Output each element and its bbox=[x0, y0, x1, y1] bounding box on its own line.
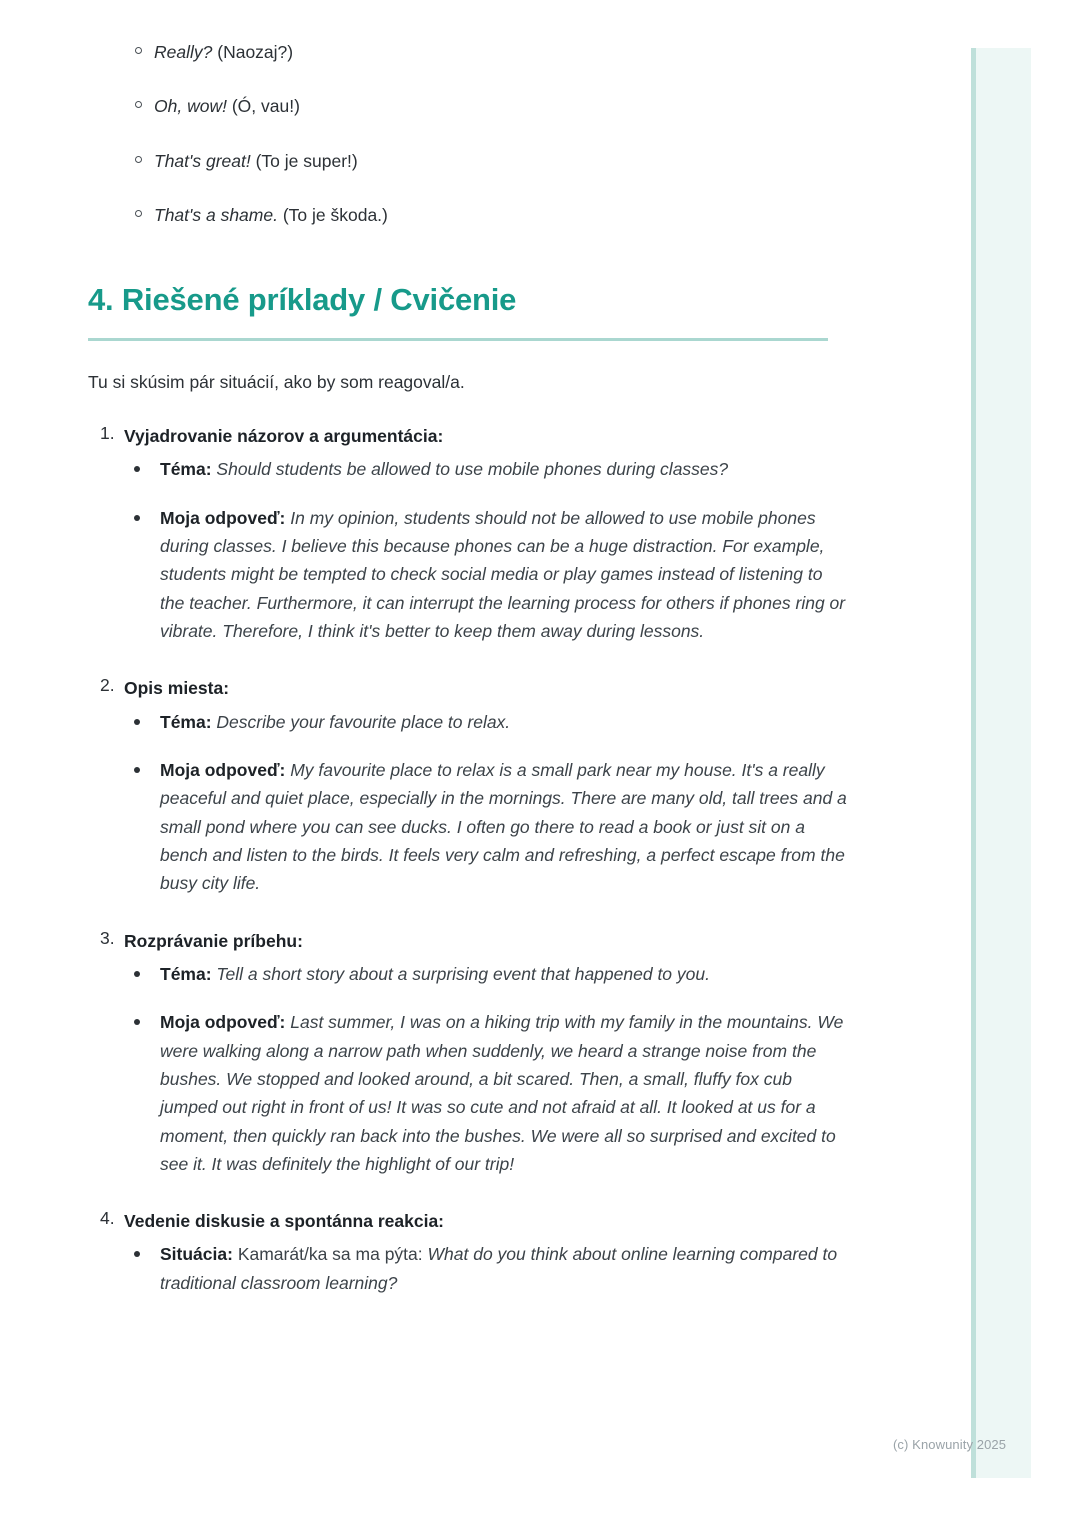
copyright-watermark: (c) Knowunity 2025 bbox=[893, 1437, 1007, 1452]
dot-bullet-icon bbox=[134, 466, 140, 472]
phrase-slovak: (To je škoda.) bbox=[282, 205, 388, 226]
exercise-detail-list bbox=[124, 1240, 850, 1297]
topic-text: Describe your favourite place to relax. bbox=[216, 711, 511, 732]
topic-label: Téma: bbox=[160, 459, 212, 480]
list-item bbox=[124, 504, 850, 646]
exercise-item-1 bbox=[88, 423, 850, 675]
exercise-list bbox=[88, 423, 850, 1297]
topic-label: Téma: bbox=[160, 963, 212, 984]
answer-text: In my opinion, students should not be allowed to use mobile phones during classes. I believe this because phones can be a huge distraction. For example, students might be tempted to check social media or play games instead of listening to the teacher. Furthermore, it can interrupt the learning process for others if phones ring or vibrate. Therefore, I think it's better to keep them away during lessons. bbox=[160, 507, 846, 641]
phrase-slovak: (Ó, vau!) bbox=[231, 96, 300, 117]
topic-text: Tell a short story about a surprising event that happened to you. bbox=[216, 963, 710, 984]
dot-bullet-icon bbox=[134, 515, 140, 521]
right-side-panel bbox=[971, 48, 1031, 1478]
phrase-english: That's great! bbox=[154, 150, 251, 171]
list-item bbox=[124, 756, 850, 898]
situation-lead: Kamarát/ka sa ma pýta: bbox=[237, 1244, 423, 1265]
exercise-heading: Vyjadrovanie názorov a argumentácia: bbox=[124, 425, 444, 446]
exercise-heading: Vedenie diskusie a spontánna reakcia: bbox=[124, 1211, 444, 1232]
list-item bbox=[124, 1008, 850, 1178]
reaction-phrase-list bbox=[88, 40, 850, 229]
exercise-detail-list bbox=[124, 455, 850, 645]
right-side-panel-edge bbox=[971, 48, 976, 1478]
exercise-detail-list bbox=[124, 960, 850, 1178]
exercise-item-2 bbox=[88, 675, 850, 927]
answer-text: Last summer, I was on a hiking trip with my family in the mountains. We were walking along a narrow path when suddenly, we heard a strange noise from the bushes. We stopped and looked around, a bit scared. Then, a small, fluffy fox cub jumped out right in front of us! It was so cute and not afraid at all. It looked at us for a moment, then quickly ran back into the bushes. We were all so surprised and excited to see it. It was definitely the highlight of our trip! bbox=[160, 1012, 844, 1174]
list-item bbox=[124, 708, 850, 736]
phrase-slovak: (To je super!) bbox=[255, 150, 358, 171]
phrase-english: Really? bbox=[154, 42, 213, 62]
answer-label: Moja odpoveď: bbox=[160, 1012, 286, 1033]
circle-bullet-icon bbox=[135, 156, 142, 163]
exercise-heading: Rozprávanie príbehu: bbox=[124, 930, 303, 951]
section-intro-text: Tu si skúsim pár situácií, ako by som reagoval/a. bbox=[88, 371, 465, 392]
phrase-english: That's a shame. bbox=[154, 205, 278, 226]
answer-text: My favourite place to relax is a small park near my house. It's a really peaceful and quiet place, especially in the mornings. There are many old, tall trees and a small pond where you can see ducks. I often go there to read a book or just sit on a bench and listen to the birds. It feels very calm and refreshing, a perfect escape from the busy city life. bbox=[160, 759, 847, 894]
answer-label: Moja odpoveď: bbox=[160, 759, 286, 780]
spacer bbox=[124, 898, 850, 928]
spacer bbox=[124, 1178, 850, 1208]
exercise-item-3 bbox=[88, 928, 850, 1209]
list-item bbox=[124, 455, 850, 483]
dot-bullet-icon bbox=[134, 719, 140, 725]
circle-bullet-icon bbox=[135, 47, 142, 54]
dot-bullet-icon bbox=[134, 767, 140, 773]
answer-label: Moja odpoveď: bbox=[160, 507, 286, 528]
list-item bbox=[88, 203, 850, 228]
phrase-english: Oh, wow! bbox=[154, 96, 227, 117]
phrase-slovak: (Naozaj?) bbox=[217, 42, 294, 62]
list-item bbox=[88, 149, 850, 174]
situation-label: Situácia: bbox=[160, 1244, 233, 1265]
section-divider bbox=[88, 338, 828, 341]
circle-bullet-icon bbox=[135, 210, 142, 217]
dot-bullet-icon bbox=[134, 971, 140, 977]
dot-bullet-icon bbox=[134, 1019, 140, 1025]
topic-label: Téma: bbox=[160, 711, 212, 732]
topic-text: Should students be allowed to use mobile phones during classes? bbox=[216, 459, 729, 480]
list-item bbox=[124, 960, 850, 988]
exercise-item-4 bbox=[88, 1208, 850, 1297]
circle-bullet-icon bbox=[135, 101, 142, 108]
list-item bbox=[88, 94, 850, 119]
list-item bbox=[124, 1240, 850, 1297]
dot-bullet-icon bbox=[134, 1251, 140, 1257]
list-item bbox=[88, 40, 850, 65]
exercise-heading: Opis miesta: bbox=[124, 678, 230, 699]
spacer bbox=[124, 645, 850, 675]
situation-quote: What do you think about online learning compared to traditional classroom learning? bbox=[160, 1244, 838, 1293]
exercise-detail-list bbox=[124, 708, 850, 898]
section-heading: 4. Riešené príklady / Cvičenie bbox=[88, 281, 517, 317]
